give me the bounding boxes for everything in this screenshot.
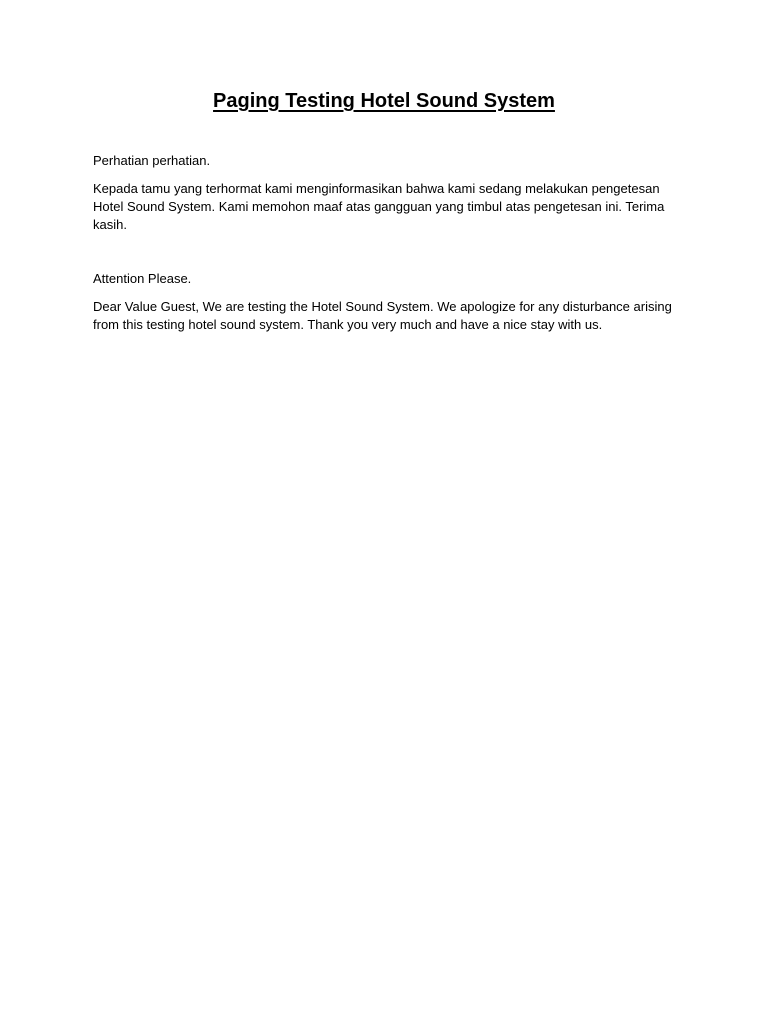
- indonesian-announcement: Kepada tamu yang terhormat kami menginformasikan bahwa kami sedang melakukan pengetesan Hotel Sound System. Kami memohon maaf atas gangguan yang timbul atas pengetesan ini. Terima kasih.: [93, 181, 665, 232]
- document-title: Paging Testing Hotel Sound System: [213, 90, 555, 112]
- indonesian-greeting: Perhatian perhatian.: [93, 153, 211, 168]
- english-greeting: Attention Please.: [93, 271, 192, 286]
- english-announcement: Dear Value Guest, We are testing the Hotel Sound System. We apologize for any disturbance arising from this testing hotel sound system. Thank you very much and have a nice stay with us.: [93, 299, 672, 332]
